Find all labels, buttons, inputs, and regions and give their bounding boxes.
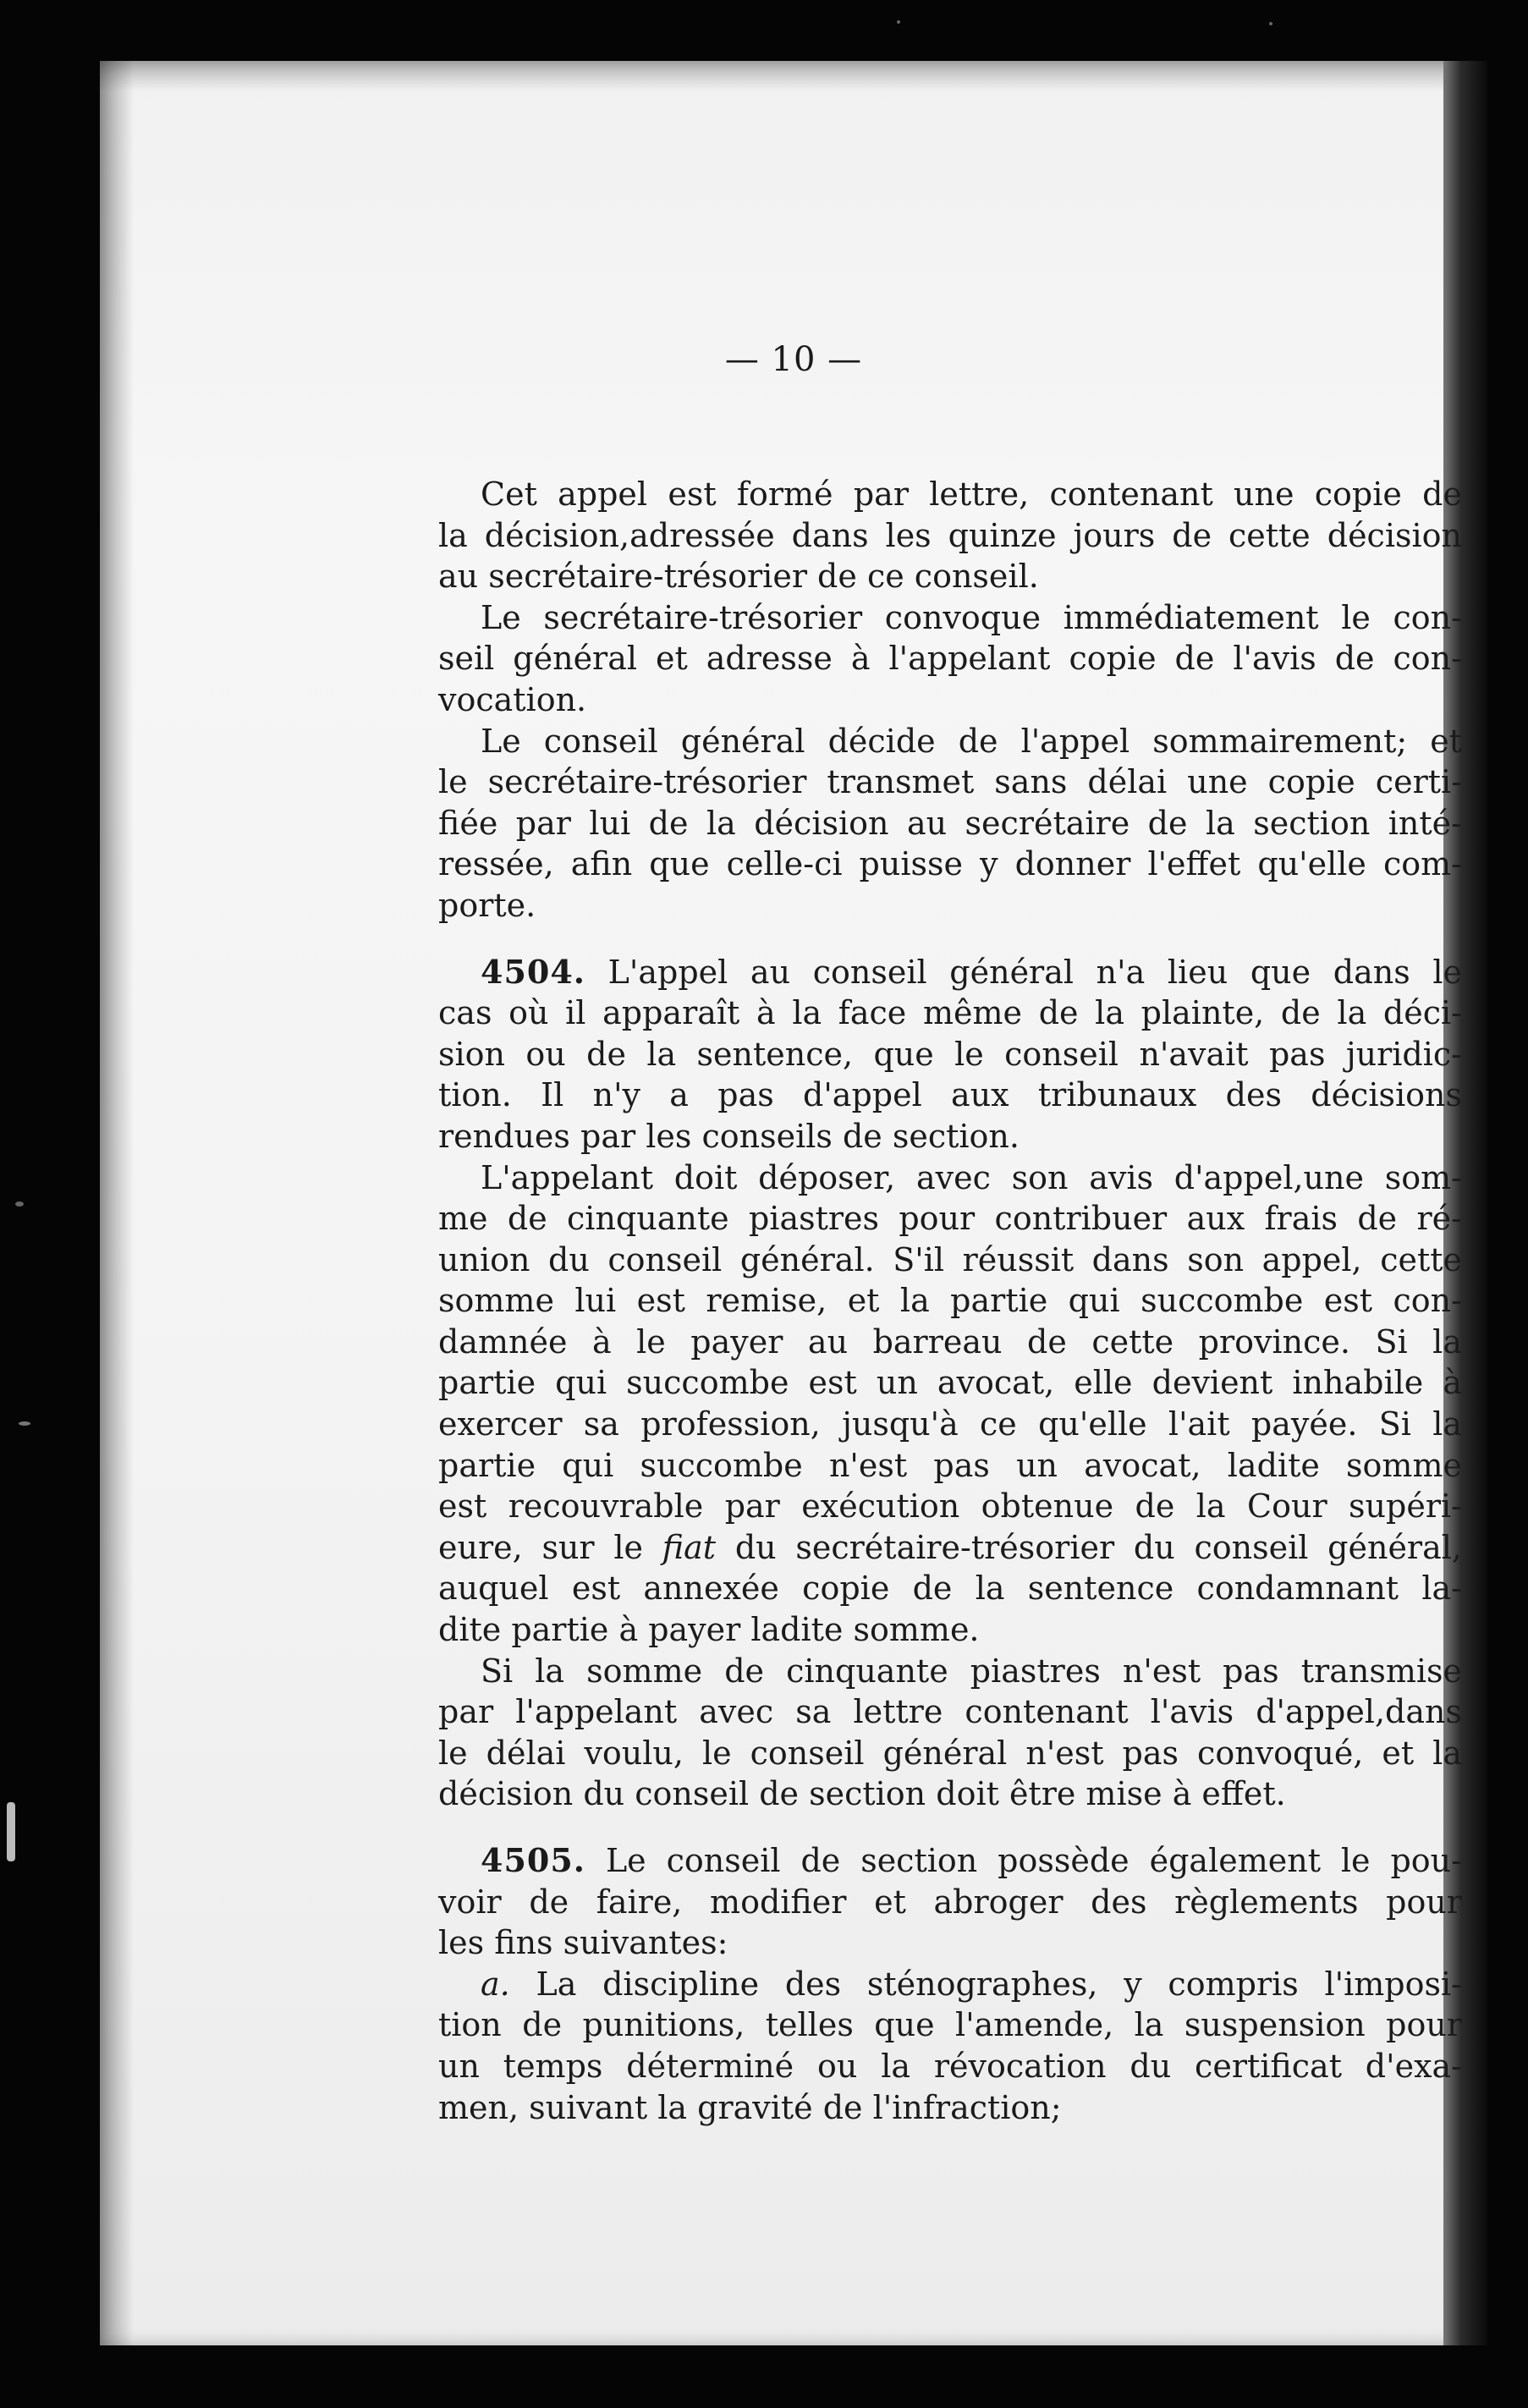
text-line: union du conseil général. S'il réussit dans son appel, cette <box>438 1240 1462 1278</box>
item-a-first-line <box>438 1964 1462 2005</box>
text-line: ressée, afin que celle-ci puisse y donner l'effet qu'elle com- <box>438 845 1462 883</box>
article-number: 4504. <box>481 952 585 991</box>
text-line: les fins suivantes: <box>438 1924 728 1962</box>
text-line: rendues par les conseils de section. <box>438 1117 1020 1155</box>
text-line: exercer sa profession, jusqu'à ce qu'elle l'ait payée. Si la <box>438 1405 1462 1443</box>
article-number: 4505. <box>481 1841 585 1879</box>
article-first-line <box>438 1840 1462 1882</box>
text-line: le secrétaire-trésorier transmet sans délai une copie certi- <box>438 763 1462 801</box>
text-line: auquel est annexée copie de la sentence condamnant la- <box>438 1570 1462 1608</box>
article-4504 <box>438 952 1462 1815</box>
item-text: La discipline des sténographes, y compris l'imposi- <box>536 1965 1462 2003</box>
text-line: tion. Il n'y a pas d'appel aux tribunaux des décisions <box>438 1076 1462 1114</box>
text-line: un temps déterminé ou la révocation du certificat d'exa- <box>438 2047 1462 2085</box>
text-line: sion ou de la sentence, que le conseil n'avait pas juridic- <box>438 1035 1462 1073</box>
text-line: est recouvrable par exécution obtenue de la Cour supéri- <box>438 1487 1462 1526</box>
text-line: L'appelant doit déposer, avec son avis d'appel,une som- <box>481 1158 1462 1196</box>
fiat-line-before: eure, sur le <box>438 1528 662 1566</box>
fiat-line <box>438 1527 1462 1569</box>
text-line: partie qui succombe est un avocat, elle devient inhabile à <box>438 1364 1462 1402</box>
fiat-line-after: du secrétaire-trésorier du conseil général, <box>734 1528 1462 1566</box>
text-line: Cet appel est formé par lettre, contenant une copie de <box>481 476 1462 513</box>
text-line: me de cinquante piastres pour contribuer aux frais de ré- <box>438 1200 1462 1238</box>
text-line: cas où il apparaît à la face même de la plainte, de la déci- <box>438 994 1462 1032</box>
text-line: décision du conseil de section doit être mise à effet. <box>438 1775 1286 1813</box>
text-line: partie qui succombe n'est pas un avocat, ladite somme <box>438 1446 1462 1484</box>
article-text: L'appel au conseil général n'a lieu que dans le <box>607 953 1462 991</box>
fiat-word: fiat <box>662 1528 717 1566</box>
page-number: — 10 — <box>724 340 863 379</box>
body-text <box>438 474 1462 2128</box>
article-4505 <box>438 1840 1462 2128</box>
text-line: la décision,adressée dans les quinze jours de cette décision <box>438 516 1462 554</box>
text-line: damnée à le payer au barreau de cette province. Si la <box>438 1322 1462 1361</box>
text-line: somme lui est remise, et la partie qui succombe est con- <box>438 1282 1462 1320</box>
page-top-shade <box>100 61 1487 91</box>
text-line: dite partie à payer ladite somme. <box>438 1611 980 1649</box>
text-line: par l'appelant avec sa lettre contenant l'avis d'appel,dans <box>438 1693 1462 1731</box>
paragraph <box>438 721 1462 926</box>
text-line: fiée par lui de la décision au secrétaire de la section inté- <box>438 804 1462 842</box>
text-line: Le secrétaire-trésorier convoque immédiatement le con- <box>481 598 1462 636</box>
text-line: vocation. <box>438 680 587 718</box>
text-line: porte. <box>438 886 536 924</box>
article-first-line <box>438 952 1462 993</box>
page-gutter-shadow <box>100 61 134 2345</box>
text-line: le délai voulu, le conseil général n'est pas convoqué, et la <box>438 1734 1462 1772</box>
item-letter: a. <box>481 1965 510 2003</box>
book-page <box>100 61 1487 2345</box>
text-line: voir de faire, modifier et abroger des règlements pour <box>438 1883 1462 1921</box>
paragraph <box>438 474 1462 597</box>
text-line: au secrétaire-trésorier de ce conseil. <box>438 558 1039 596</box>
text-line: tion de punitions, telles que l'amende, la suspension pour <box>438 2006 1462 2044</box>
text-line: Le conseil général décide de l'appel sommairement; et <box>481 722 1462 760</box>
paragraph <box>438 597 1462 721</box>
text-line: seil général et adresse à l'appelant copie de l'avis de con- <box>438 640 1462 678</box>
article-text: Le conseil de section possède également le pou- <box>605 1842 1462 1879</box>
text-line: Si la somme de cinquante piastres n'est pas transmise <box>481 1652 1462 1690</box>
text-line: men, suivant la gravité de l'infraction; <box>438 2088 1062 2126</box>
